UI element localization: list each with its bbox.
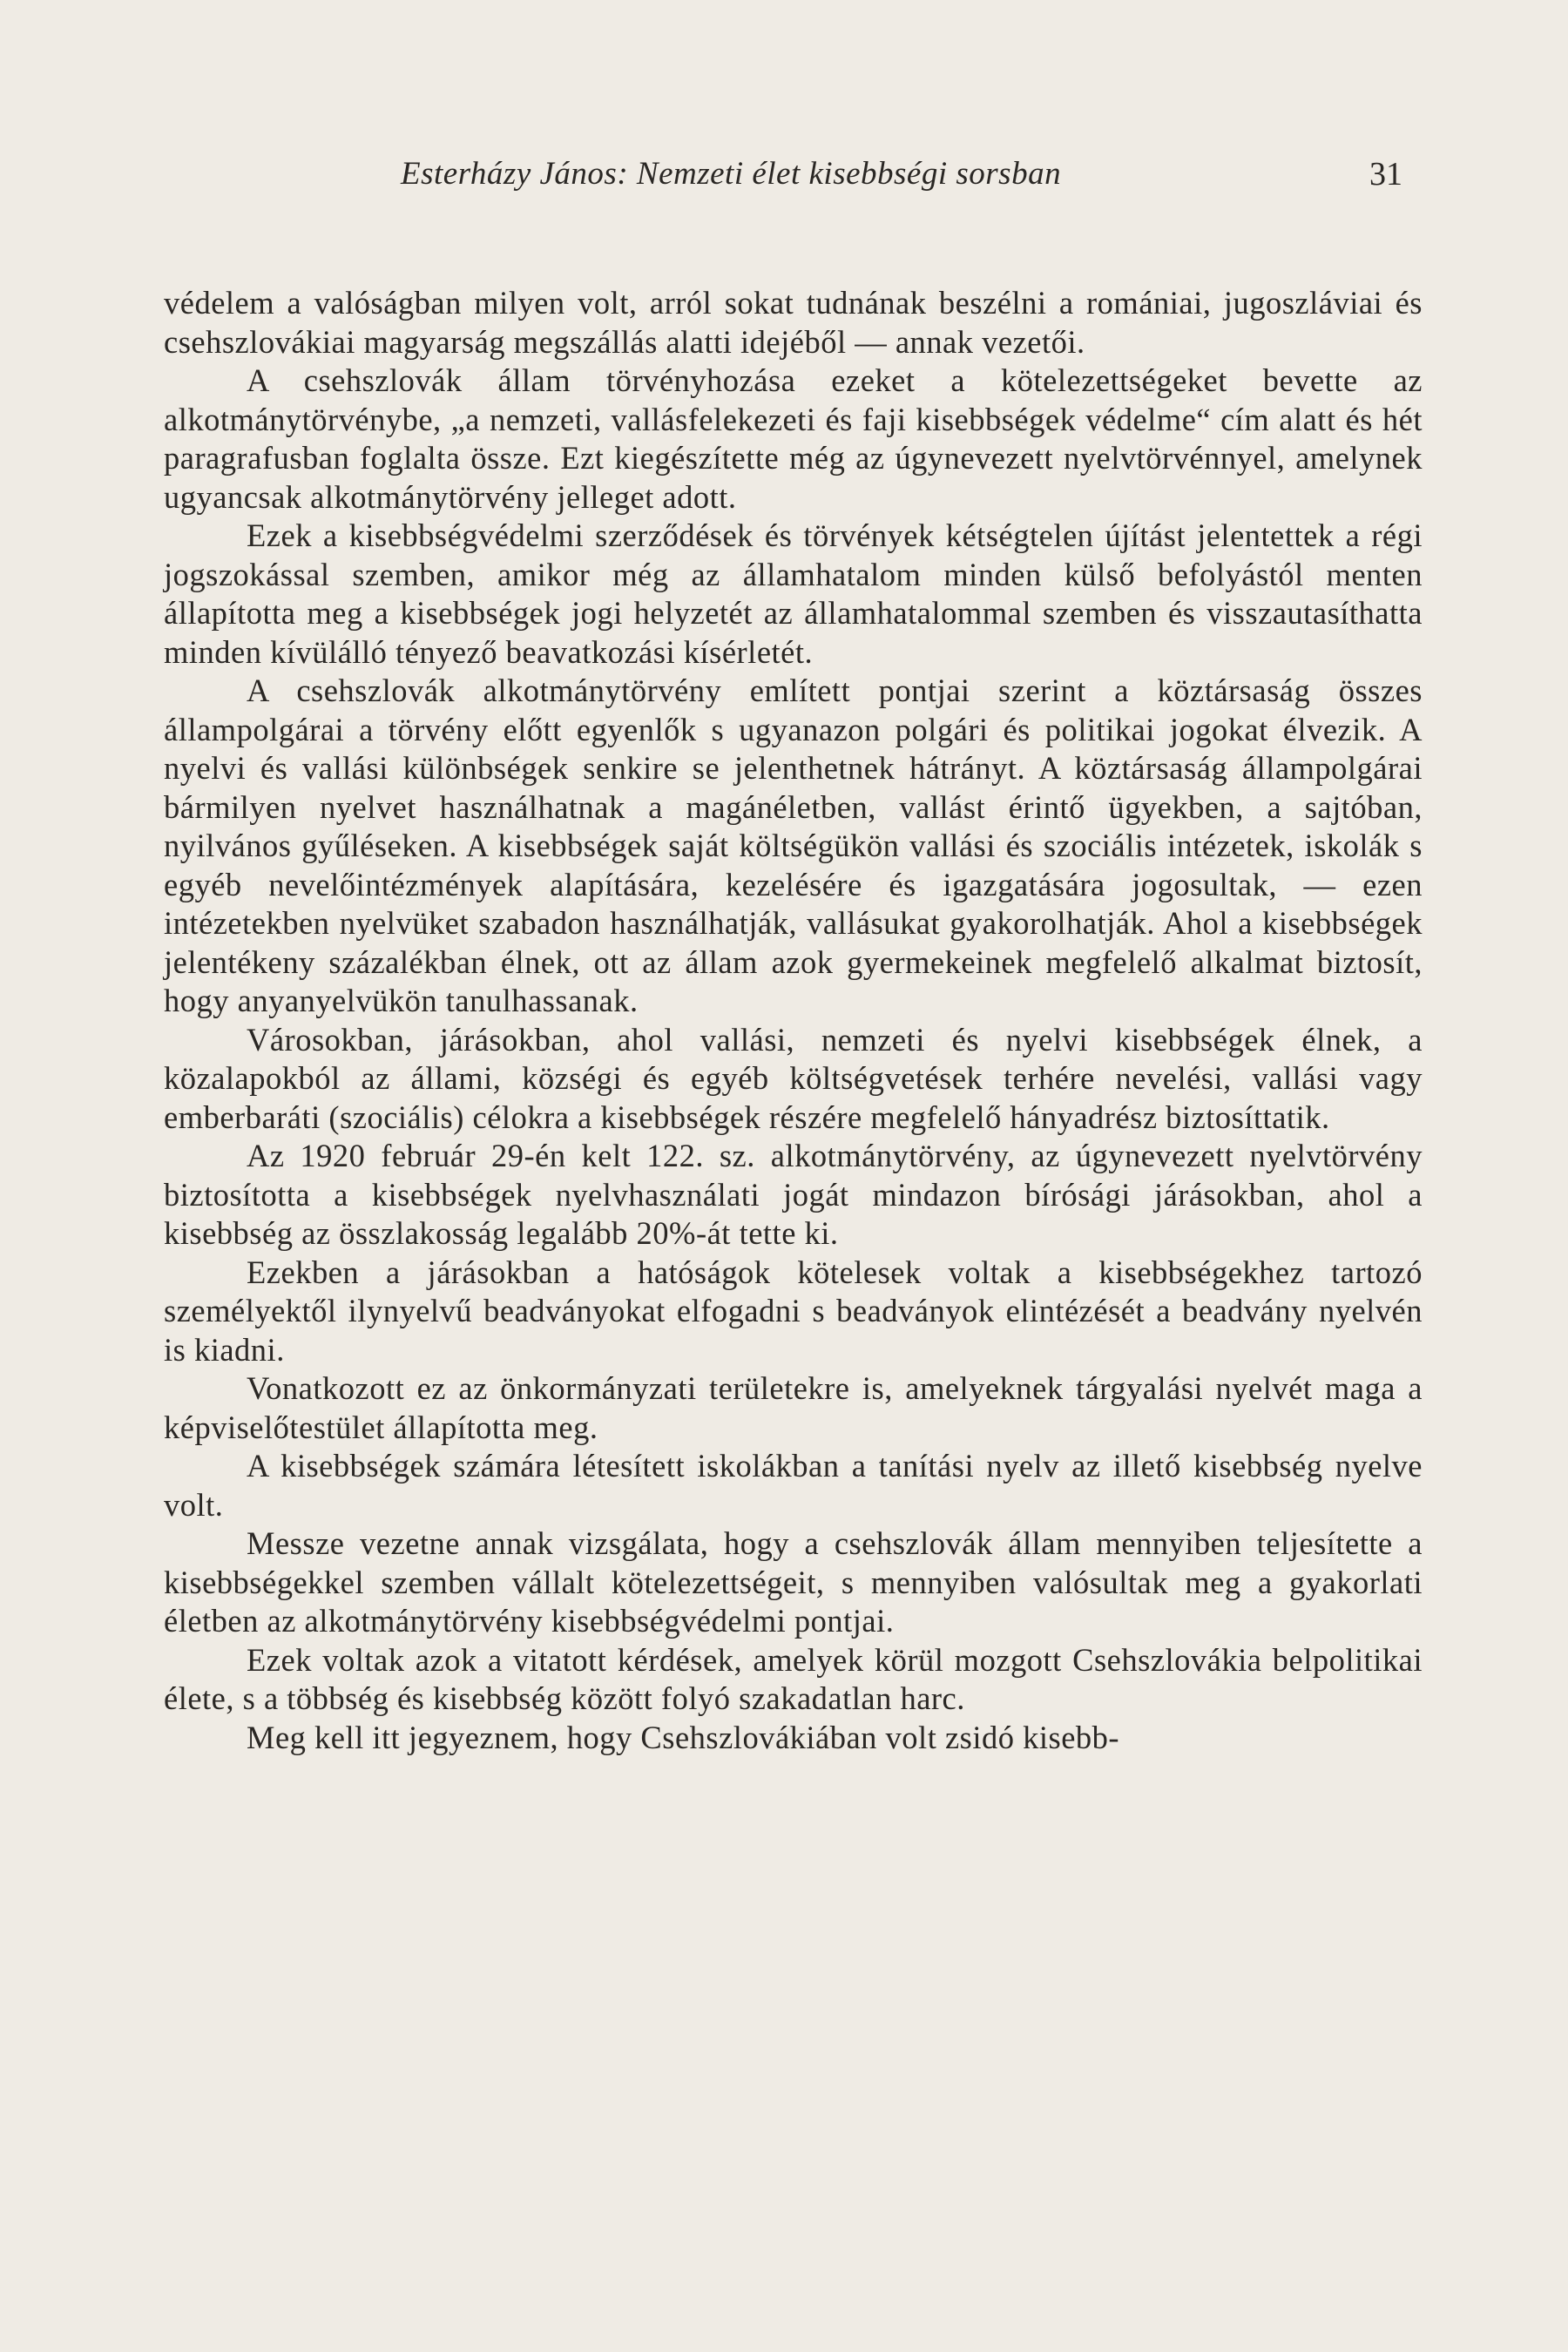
paragraph: Meg kell itt jegyeznem, hogy Csehszlovákiában volt zsidó kisebb- xyxy=(247,1719,1120,1755)
paragraph: Messze vezetne annak vizsgálata, hogy a csehszlovák állam mennyiben teljesítette a kisebbségekkel szemben vállalt kötelezettségeit, s mennyiben valósultak meg a gyakorlati életben az alkotmánytörvény kisebbségvédelmi pontjai. xyxy=(164,1525,1423,1639)
paragraph: A csehszlovák állam törvényhozása ezeket a kötelezettségeket bevette az alkotmánytörvénybe, „a nemzeti, vallásfelekezeti és faji kisebbségek védelme“ cím alatt és hét paragrafusban foglalta össze. Ezt kiegészítette még az úgynevezett nyelvtörvénnyel, amelynek ugyancsak alkotmánytörvény jelleget adott. xyxy=(164,362,1423,515)
paragraph: Vonatkozott ez az önkormányzati területekre is, amelyeknek tárgyalási nyelvét maga a képviselőtestület állapította meg. xyxy=(164,1370,1423,1445)
body-text xyxy=(164,284,1423,1757)
paragraph: A kisebbségek számára létesített iskolákban a tanítási nyelv az illető kisebbség nyelve volt. xyxy=(164,1448,1423,1523)
paragraph: A csehszlovák alkotmánytörvény említett pontjai szerint a köztársaság összes állampolgárai a törvény előtt egyenlők s ugyanazon polgári és politikai jogokat élvezik. A nyelvi és vallási különbségek senkire se jelenthetnek hátrányt. A köztársaság állampolgárai bármilyen nyelvet használhatnak a magánéletben, vallást érintő ügyekben, a sajtóban, nyilvános gyűléseken. A kisebbségek saját költségükön vallási és szociális intézetek, iskolák s egyéb nevelőintézmények alapítására, kezelésére és igazgatására jogosultak, — ezen intézetekben nyelvüket szabadon használhatják, vallásukat gyakorolhatják. Ahol a kisebbségek jelentékeny százalékban élnek, ott az állam azok gyermekeinek megfelelő alkalmat biztosít, hogy anyanyelvükön tanulhassanak. xyxy=(164,672,1423,1018)
paragraph: Ezekben a járásokban a hatóságok kötelesek voltak a kisebbségekhez tartozó személyektől ilynyelvű beadványokat elfogadni s beadványok elintézését a beadvány nyelvén is kiadni. xyxy=(164,1254,1423,1368)
paragraph: Ezek voltak azok a vitatott kérdések, amelyek körül mozgott Csehszlovákia belpolitikai élete, s a többség és kisebbség között folyó szakadatlan harc. xyxy=(164,1641,1423,1716)
running-title: Esterházy János: Nemzeti élet kisebbségi sorsban xyxy=(401,156,1062,192)
paragraph: Városokban, járásokban, ahol vallási, nemzeti és nyelvi kisebbségek élnek, a közalapokból az állami, községi és egyéb költségvetések terhére nevelési, vallási vagy emberbaráti (szociális) célokra a kisebbségek részére megfelelő hányadrész biztosíttatik. xyxy=(164,1021,1423,1135)
paragraph: Ezek a kisebbségvédelmi szerződések és törvények kétségtelen újítást jelentettek a régi jogszokással szemben, amikor még az államhatalom minden külső befolyástól menten állapította meg a kisebbségek jogi helyzetét az államhatalommal szemben és visszautasíthatta minden kívülálló tényező beavatkozási kísérletét. xyxy=(164,517,1423,670)
paragraph: védelem a valóságban milyen volt, arról sokat tudnának beszélni a romániai, jugoszláviai és csehszlovákiai magyarság megszállás alatti idejéből — annak vezetői. xyxy=(164,285,1423,360)
page-number: 31 xyxy=(1369,156,1402,193)
page-header xyxy=(166,155,1420,207)
paragraph: Az 1920 február 29-én kelt 122. sz. alkotmánytörvény, az úgynevezett nyelvtörvény biztosította a kisebbségek nyelvhasználati jogát mindazon bírósági járásokban, ahol a kisebbség az összlakosság legalább 20%-át tette ki. xyxy=(164,1138,1423,1251)
